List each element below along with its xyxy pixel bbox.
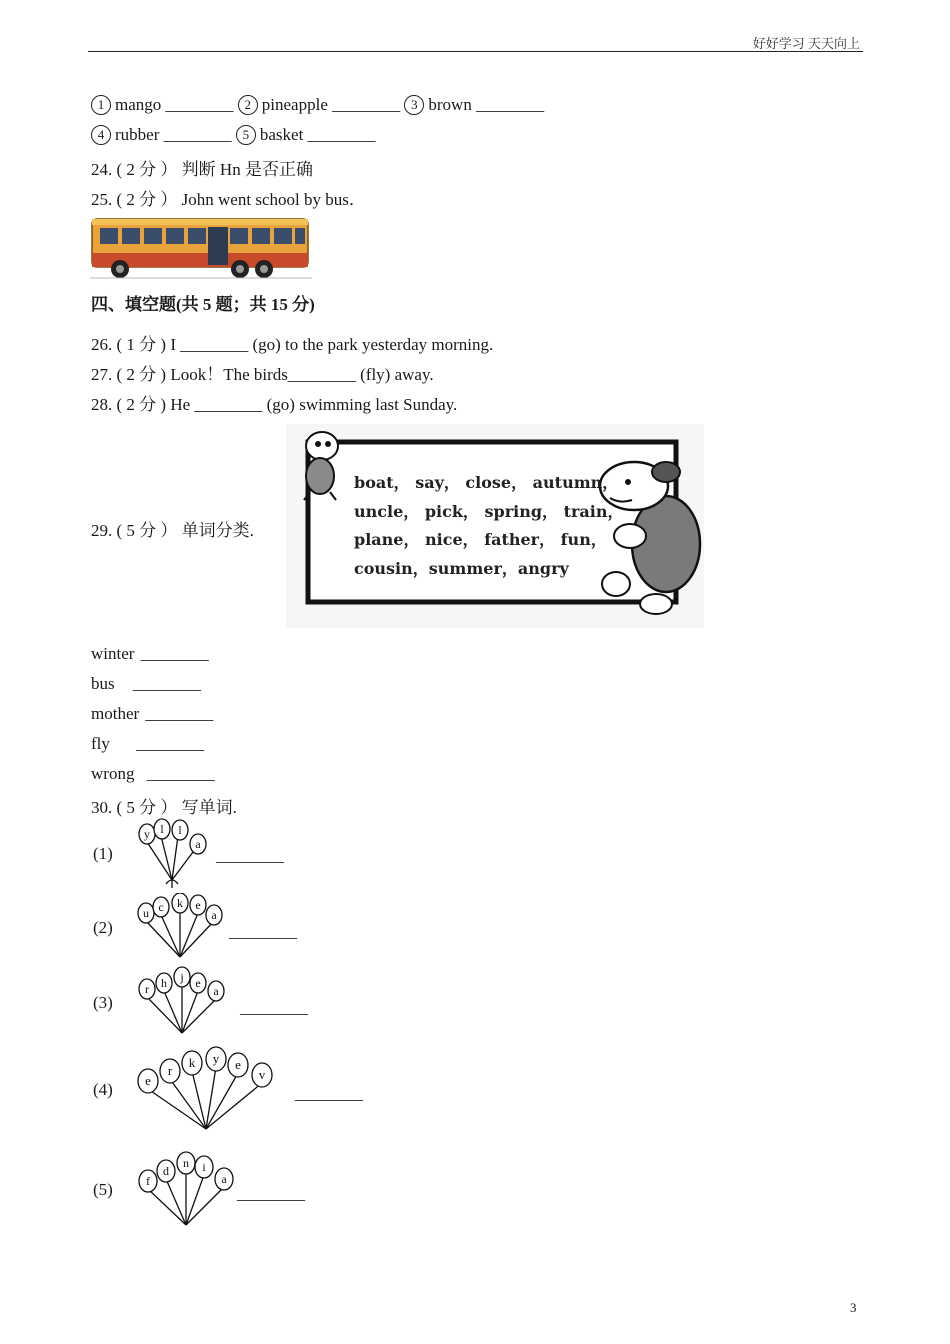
bus-image [90, 213, 312, 279]
category-word: wrong [91, 764, 135, 783]
option-word: rubber ________ [115, 125, 232, 144]
balloon-letter: r [145, 982, 149, 996]
category-word: fly [91, 734, 110, 753]
option-word: brown ________ [428, 95, 545, 114]
balloon-cluster [136, 965, 226, 1041]
question-29: 29. ( 5 分 ） 单词分类. [91, 521, 254, 540]
word-box-line: plane， nice， father， fun， [354, 530, 607, 549]
word-box-line: boat， say， close， autumn， [354, 473, 619, 492]
balloon-letter: a [195, 837, 201, 851]
word-box-line: cousin，summer，angry [354, 559, 569, 578]
question-26: 26. ( 1 分 ) I ________ (go) to the park yesterday morning. [91, 335, 494, 354]
answer-blank: ________ [229, 922, 297, 941]
balloon-letter: e [195, 976, 201, 990]
balloon-letter: k [177, 896, 183, 910]
category-word: winter [91, 644, 135, 663]
question-30: 30. ( 5 分 ） 写单词. [91, 798, 237, 817]
item-number: (3) [93, 993, 113, 1012]
option-number: 2 [238, 95, 258, 115]
balloon-cluster [136, 818, 208, 890]
category-row [91, 764, 215, 784]
balloon-letter: e [195, 898, 201, 912]
category-blank: ________ [140, 644, 209, 663]
category-blank: ________ [136, 734, 205, 753]
category-blank: ________ [146, 764, 215, 783]
category-word: bus [91, 674, 115, 693]
balloon-letter: r [167, 1063, 173, 1078]
option-number: 3 [404, 95, 424, 115]
balloon-cluster [136, 1045, 276, 1137]
balloon-letter: h [161, 976, 167, 990]
balloon-letter: f [146, 1174, 150, 1188]
option-number: 4 [91, 125, 111, 145]
q23-options-row1 [91, 95, 544, 115]
option-word: mango ________ [115, 95, 234, 114]
balloon-letter: e [235, 1057, 241, 1072]
balloon-letter: l [178, 823, 182, 837]
header-divider [88, 51, 863, 52]
balloon-letter: j [180, 970, 184, 984]
balloon-letter: e [145, 1073, 151, 1088]
item-number: (5) [93, 1180, 113, 1199]
balloon-letter: u [143, 906, 149, 920]
balloon-letter: y [144, 827, 150, 841]
balloon-letter: k [188, 1055, 196, 1070]
balloon-letter: l [160, 822, 164, 836]
balloon-letter: c [158, 900, 164, 914]
section-heading-fill-in: 四、填空题(共 5 题；共 15 分) [91, 295, 315, 314]
item-number: (1) [93, 844, 113, 863]
balloon-letter: n [183, 1156, 189, 1170]
category-blank: ________ [132, 674, 201, 693]
balloon-letter: i [202, 1160, 206, 1174]
question-24: 24. ( 2 分 ） 判断 Hn 是否正确 [91, 160, 313, 179]
answer-blank: ________ [216, 846, 284, 865]
category-word: mother [91, 704, 140, 723]
balloon-letter: a [221, 1172, 227, 1186]
word-box-image [286, 424, 704, 628]
answer-blank: ________ [240, 998, 308, 1017]
category-row [91, 674, 201, 694]
option-word: basket ________ [259, 125, 376, 144]
balloon-letter: y [212, 1051, 220, 1066]
page-number: 3 [850, 1300, 857, 1315]
header-motto: 好好学习 天天向上 [752, 36, 860, 51]
question-27: 27. ( 2 分 ) Look！The birds________ (fly) away. [91, 365, 434, 384]
category-blank: ________ [145, 704, 214, 723]
option-number: 5 [236, 125, 256, 145]
word-box-line: uncle， pick， spring， train， [354, 502, 624, 521]
option-number: 1 [91, 95, 111, 115]
balloon-letter: a [213, 984, 219, 998]
balloon-cluster [136, 893, 226, 965]
balloon-letter: a [211, 908, 217, 922]
item-number: (2) [93, 918, 113, 937]
category-row [91, 644, 209, 664]
answer-blank: ________ [237, 1184, 305, 1203]
answer-blank: ________ [295, 1084, 363, 1103]
option-word: pineapple ________ [261, 95, 401, 114]
balloon-cluster [136, 1147, 236, 1233]
balloon-letter: v [258, 1067, 266, 1082]
question-25: 25. ( 2 分 ） John went school by bus． [91, 190, 366, 209]
question-28: 28. ( 2 分 ) He ________ (go) swimming last Sunday. [91, 395, 458, 414]
q23-options-row2 [91, 125, 376, 145]
item-number: (4) [93, 1080, 113, 1099]
balloon-letter: d [163, 1164, 169, 1178]
category-row [91, 704, 213, 724]
category-row [91, 734, 204, 754]
